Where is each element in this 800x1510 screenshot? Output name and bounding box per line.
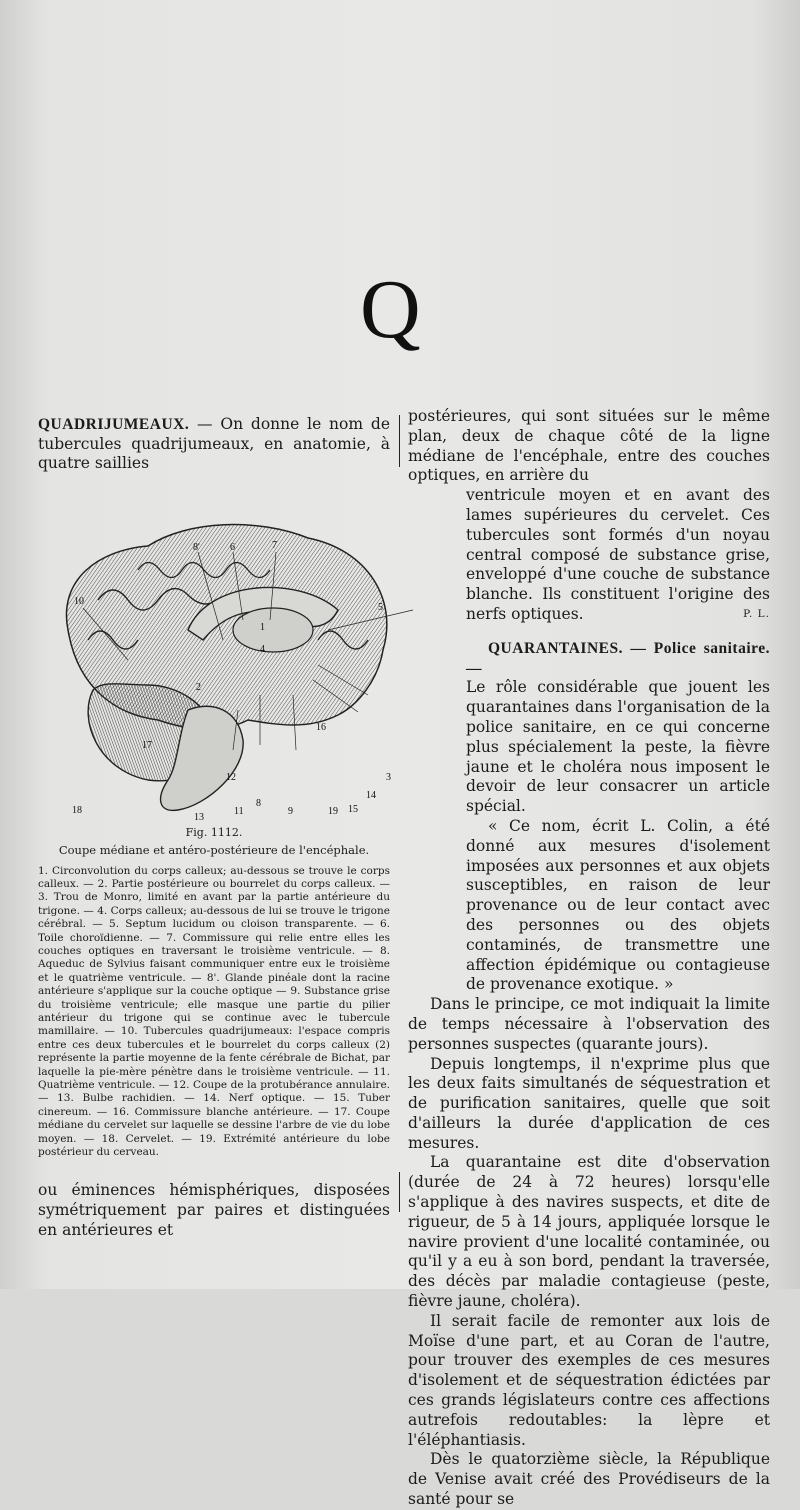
- quadrijumeaux-intro: [38, 415, 390, 474]
- figure-label-7: 7: [272, 539, 277, 551]
- figure-label-13: 13: [194, 811, 204, 823]
- brain-illustration: [38, 480, 391, 823]
- author-signature: P. L.: [743, 607, 770, 620]
- figure-label-4: 4: [260, 643, 265, 655]
- figure-label-9: 9: [288, 805, 293, 817]
- quarantaines-p7: Dès le quatorzième siècle, la République de Venise avait créé des Provédiseurs de la santé pour se: [408, 1450, 770, 1509]
- figure-label-19: 19: [328, 805, 338, 817]
- section-letter: Q: [360, 263, 421, 356]
- quadrijumeaux-heading: QUADRIJUMEAUX.: [38, 416, 190, 433]
- figure-label-12: 12: [226, 771, 236, 783]
- quadrijumeaux-intro-text: — On donne le nom de tubercules quadrijumeaux, en anatomie, à quatre saillies: [38, 415, 390, 472]
- figure-number: Fig. 1112.: [185, 825, 243, 839]
- figure-label-15: 15: [348, 803, 358, 815]
- figure-label-16: 16: [316, 721, 326, 733]
- quarantaines-p3: Dans le principe, ce mot indiquait la limite de temps nécessaire à l'observation des personnes suspectes (quarante jours).: [408, 995, 770, 1053]
- figure-label-8: 8: [256, 797, 261, 809]
- figure-label-11: 11: [234, 805, 244, 817]
- left-column-bottom: [38, 1180, 390, 1240]
- quarantaines-subheading: — Police sanitaire. —: [466, 639, 770, 677]
- figure-label-10: 10: [74, 595, 84, 607]
- figure-label-8prime: 8': [193, 541, 200, 553]
- quarantaines-heading: QUARANTAINES.: [488, 639, 623, 657]
- figure-label-2: 2: [196, 681, 201, 693]
- quadrijumeaux-wrapped-block: [408, 486, 770, 995]
- quarantaines-p4: Depuis longtemps, il n'exprime plus que les deux faits simultanés de séquestration et de purification sanitaires, quelle que soit d'ailleurs la durée d'application de ces mesures.: [408, 1054, 770, 1152]
- left-column: [38, 415, 390, 1159]
- figure-label-17: 17: [142, 739, 152, 751]
- figure-label-1: 1: [260, 621, 265, 633]
- column-divider-bottom: [399, 1172, 400, 1212]
- brain-figure: [38, 480, 391, 823]
- figure-legend: 1. Circonvolution du corps calleux; au-dessous se trouve le corps calleux. — 2. Partie postérieure ou bourrelet du corps calleux. — 3. Trou de Monro, limité en avant par la partie antérieure du trigone. — 4. Corps calleux; au-dessous de lui se trouve le trigone cérébral. — 5. Septum lucidum ou cloison transparente. — 6. Toile choroïdienne. — 7. Commissure qui relie entre elles les couches optiques en traversant le troisième ventricule. — 8. Aqueduc de Sylvius faisant communiquer entre eux le troisième et le quatrième ventricule. — 8'. Glande pinéale dont la racine antérieure s'applique sur la couche optique — 9. Substance grise du troisième ventricule; elle masque une partie du pilier antérieur du trigone qui se continue avec le tubercule mamillaire. — 10. Tubercules quadrijumeaux: l'espace compris entre ces deux tubercules et le bourrelet du corps calleux (2) représente la partie moyenne de la fente cérébrale de Bichat, par laquelle la pie-mère pénètre dans le troisième ventricule. — 11. Quatrième ventricule. — 12. Coupe de la protubérance annulaire. — 13. Bulbe rachidien. — 14. Nerf optique. — 15. Tuber cinereum. — 16. Commissure blanche antérieure. — 17. Coupe médiane du cervelet sur laquelle se dessine l'arbre de vie du lobe moyen. — 18. Cervelet. — 19. Extrémité antérieure du lobe postérieur du cerveau.: [38, 864, 390, 1159]
- thalamus: [233, 608, 313, 652]
- quadrijumeaux-continuation: postérieures, qui sont situées sur le même plan, deux de chaque côté de la ligne médiane de l'encéphale, entre des couches optiques, en arrière du: [408, 407, 770, 485]
- right-column: [408, 407, 770, 1510]
- figure-label-5: 5: [378, 601, 383, 613]
- quarantaines-p6: Il serait facile de remonter aux lois de Moïse d'une part, et au Coran de l'autre, pour trouver des exemples de ces mesures d'isolement et de séquestration édictées par ces grands législateurs contre ces affections autrefois redoutables: la lèpre et l'éléphantiasis.: [408, 1311, 770, 1449]
- quarantaines-p5: La quarantaine est dite d'observation (durée de 24 à 72 heures) lorsqu'elle s'applique à des navires suspects, et dite de rigueur, de 5 à 14 jours, appliquée lorsque le navire provient d'une localité contaminée, ou qu'il y a eu à son bord, pendant la traversée, des décès par maladie contagieuse (peste, fièvre jaune, choléra).: [408, 1153, 770, 1311]
- quarantaines-p2: « Ce nom, écrit L. Colin, a été donné aux mesures d'isolement imposées aux personnes et aux objets susceptibles, en raison de leur provenance ou de leur contact avec des personnes ou des objets contaminés, de transmettre une affection épidémique ou contagieuse de provenance exotique. »: [466, 816, 770, 994]
- column-divider: [399, 415, 400, 467]
- quarantaines-heading-line: [466, 639, 770, 679]
- figure-label-18: 18: [72, 804, 82, 816]
- figure-label-6: 6: [230, 541, 235, 553]
- figure-label-14: 14: [366, 789, 376, 801]
- quadrijumeaux-continuation-2: ventricule moyen et en avant des lames supérieures du cervelet. Ces tubercules sont formés d'un noyau central composé de substance grise, enveloppé d'une couche de substance blanche. Ils constituent l'origine des nerfs optiques. P. L.: [466, 486, 770, 623]
- quadrijumeaux-continuation-left: ou éminences hémisphériques, disposées symétriquement par paires et distinguées en antérieures et: [38, 1181, 390, 1239]
- quarantaines-p1: Le rôle considérable que jouent les quarantaines dans l'organisation de la police sanitaire, en ce qui concerne plus spécialement la peste, la fièvre jaune et le choléra nous imposent le devoir de leur consacrer un article spécial.: [466, 678, 770, 816]
- figure-label-3: 3: [386, 771, 391, 783]
- figure-caption: Coupe médiane et antéro-postérieure de l'encéphale.: [58, 842, 370, 857]
